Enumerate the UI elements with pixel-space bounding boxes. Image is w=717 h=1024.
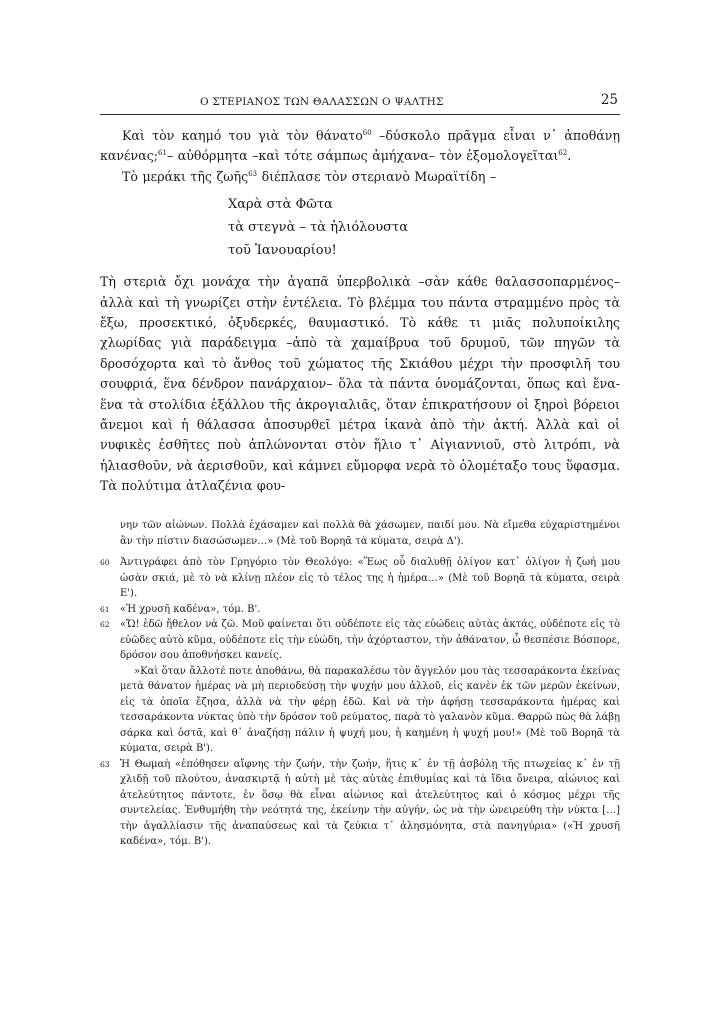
running-title: Ο ΣΤΕΡΙΑΝΟΣ ΤΩΝ ΘΑΛΑΣΣΩΝ Ο ΨΑΛΤΗΣ	[200, 96, 444, 108]
footnote-61	[100, 602, 620, 618]
footnote-text: Ἀντιγράφει ἀπὸ τὸν Γρηγόριο τὸν Θεολόγο: «Ἕως οὗ διαλυθῇ ὀλίγον κατ᾽ ὀλίγον ἡ ζωή μου ὡσὰν σκιά, μὲ τὸ νὰ κλίνῃ πλέον εἰς τὸ τέλος της ἡ ἡμέρα…» (Μὲ τοῦ Βορηᾶ τὰ κύματα, σειρὰ Ε').	[120, 557, 620, 599]
footnote-continuation: νην τῶν αἰώνων. Πολλὰ ἐχάσαμεν καὶ πολλὰ θὰ χάσωμεν, παιδί μου. Νὰ εἴμεθα εὐχαριστημένοι ἂν τὴν πίστιν διασώσωμεν…» (Μὲ τοῦ Βορηᾶ τὰ κύματα, σειρὰ Δ').	[120, 520, 620, 547]
footnote-subparagraph: »Καὶ ὅταν ἄλλοτέ ποτε ἀποθάνω, θὰ παρακαλέσω τὸν ἄγγελόν μου τὰς τεσσαράκοντα ἐκείνας μετὰ θάνατον ἡμέρας νὰ μὴ περιοδεύσῃ τὴν ψυχήν μου ἀλλοῦ, εἰς κανὲν ἐκ τῶν μερῶν ἐκείνων, εἰς τὰ ὁποῖα ἔζησα, ἀλλὰ νὰ τὴν φέρῃ ἐδῶ. Καὶ νὰ τὴν ἀφήσῃ τεσσαράκοντα ἡμέρας καὶ τεσσαράκοντα νύκτας ὑπὸ τὴν δρόσον τοῦ ρεύματος, παρὰ τὸ γαλανὸν κῦμα. Θαρρῶ πὼς θὰ λάβῃ σάρκα καὶ ὀστᾶ, καὶ θ᾽ ἀναζήσῃ πάλιν ἡ ψυχή μου, ἡ καημένη ἡ ψυχή μου!» (Μὲ τοῦ Βορηᾶ τὰ κύματα, σειρὰ Β').	[120, 665, 620, 754]
footnotes	[100, 518, 620, 850]
footnote-ref-63: 63	[248, 169, 258, 178]
footnote-text: Ἡ Θωμαὴ «ἐπόθησεν αἴφνης τὴν ζωήν, τὴν ζωήν, ἥτις κ᾽ ἐν τῇ ἀσβόλῃ τῆς πτωχείας κ᾽ ἐν τῇ χλιδῇ τοῦ πλούτου, ἀνασκιρτᾷ ἡ αὐτὴ μὲ τὰς αὐτὰς ἐπιθυμίας καὶ τὰ ἴδια ὄνειρα, αἰώνιος καὶ ἀτελεύτητος πάντοτε, ἐν ὅσῳ θὰ εἶναι αἰώνιος καὶ ἀτελεύτητος καὶ ὁ κόσμος μέχρι τῆς συντελείας. Ἐνθυμήθη τὴν νεότητά της, ἐκείνην τὴν αὐγήν, ὡς νὰ τὴν ὠνειρεύθη τὴν νύκτα […] τὴν ἀγαλλίασιν τῆς ἀναπαύσεως καὶ τὰ ζεύκια τ᾽ ἀλησμόνητα, στὰ πανηγύρια» («Ἡ χρυσῆ καδένα», τόμ. Β').	[120, 758, 620, 847]
footnote-number: 63	[100, 759, 110, 769]
poem-line: Χαρὰ στὰ Φῶτα	[228, 197, 333, 213]
footnote-ref-61: 61	[158, 149, 167, 158]
paragraph-3: Τὴ στεριὰ ὄχι μονάχα τὴν ἀγαπᾶ ὑπερβολικὰ –σὰν κάθε θαλασσοπαρμένος– ἀλλὰ καὶ τὴ γνωρίζει στὴν ἐντέλεια. Τὸ βλέμμα του πάντα στραμμένο πρὸς τὰ ἔξω, προσεκτικό, ὀξυδερκές, θαυμαστικό. Τὸ κάθε τι μιᾶς πολυποίκιλης χλωρίδας γιὰ παράδειγμα –ἀπὸ τὰ χαμαίβρυα τοῦ δρυμοῦ, τῶν πηγῶν τὰ δροσόχορτα καὶ τὸ ἄνθος τοῦ χώματος τῆς Σκιάθου μέχρι τὴν προσφιλῆ του σουφριά, ἕνα δένδρον πανάρχαιον– ὅλα τὰ πάντα ὀνομάζονται, ὅπως καὶ ἕνα-ἕνα τὰ στολίδια ἐξάλλου τῆς ἀκρογιαλιᾶς, ὅταν ἐπικρατήσουν οἱ ξηροὶ βόρειοι ἄνεμοι καὶ ἡ θάλασσα ἀποσυρθεῖ μέτρα ἱκανὰ ἀπὸ τὴν ἀκτή. Ἀλλὰ καὶ οἱ νυφικὲς ἐσθῆτες ποὺ ἁπλώνονται στὸν ἥλιο τ᾽ Αἰγιαννιοῦ, στὸ λιτρόπι, νὰ ἡλιασθοῦν, νὰ ἀερισθοῦν, καὶ κάμνει εὔμορφα νερὰ τὸ ὁλομέταξο τους ὕφασμα. Τὰ πολύτιμα ἀτλαζένια φου-	[100, 274, 620, 494]
main-text	[100, 126, 620, 497]
page-number: 25	[600, 92, 618, 108]
poem-line: τοῦ Ἰανουαρίου!	[228, 243, 337, 259]
text-run: .	[567, 148, 572, 164]
footnote-body	[120, 617, 620, 757]
footnote-ref-62: 62	[558, 149, 568, 158]
text-run: –δύσκολο πρᾶγμα εἶναι ν᾽ ἀποθάνῃ κανένας;	[100, 128, 620, 164]
footnote-63	[100, 757, 620, 850]
footnote-60	[100, 555, 620, 602]
paragraph-1	[100, 126, 620, 167]
footnote-number: 60	[100, 558, 110, 567]
poem-line: τὰ στεγνὰ – τὰ ἡλιόλουστα	[228, 220, 408, 236]
text-run: – αὐθόρμητα –καὶ τότε σάμπως ἀμήχανα– τὸν ἐξομολογεῖται	[166, 148, 559, 164]
text-run: Τὸ μεράκι τῆς ζωῆς	[122, 168, 249, 184]
footnote-number: 61	[100, 604, 110, 614]
text-run: Καὶ τὸν καημό του γιὰ τὸν θάνατο	[122, 128, 363, 143]
footnote-number: 62	[100, 620, 110, 629]
footnote-text: «Ὤ! ἐδῶ ἤθελον νὰ ζῶ. Μοῦ φαίνεται ὅτι οὐδέποτε εἰς τὰς εὐώδεις αὐτὰς ἀκτάς, οὐδέποτε εἰς τὸ εὐῶδες αὐτὸ κῦμα, οὐδέποτε εἰς τὴν εὐώδη, τὴν ἀχόρταστον, τὴν ἀθάνατον, ὦ θεσπέσιε Βόσπορε, δρόσον σου ἀποθνήσκει κανείς.	[120, 619, 620, 661]
text-run: διέπλασε τὸν στεριανὸ Μωραϊτίδη –	[257, 168, 497, 184]
poem-quote	[228, 193, 620, 262]
footnote-ref-60: 60	[362, 129, 372, 137]
paragraph-2	[100, 167, 620, 187]
footnote-text: «Ἡ χρυσῆ καδένα», τόμ. Β'.	[120, 603, 261, 615]
footnote-62	[100, 617, 620, 757]
page-header	[100, 92, 620, 115]
